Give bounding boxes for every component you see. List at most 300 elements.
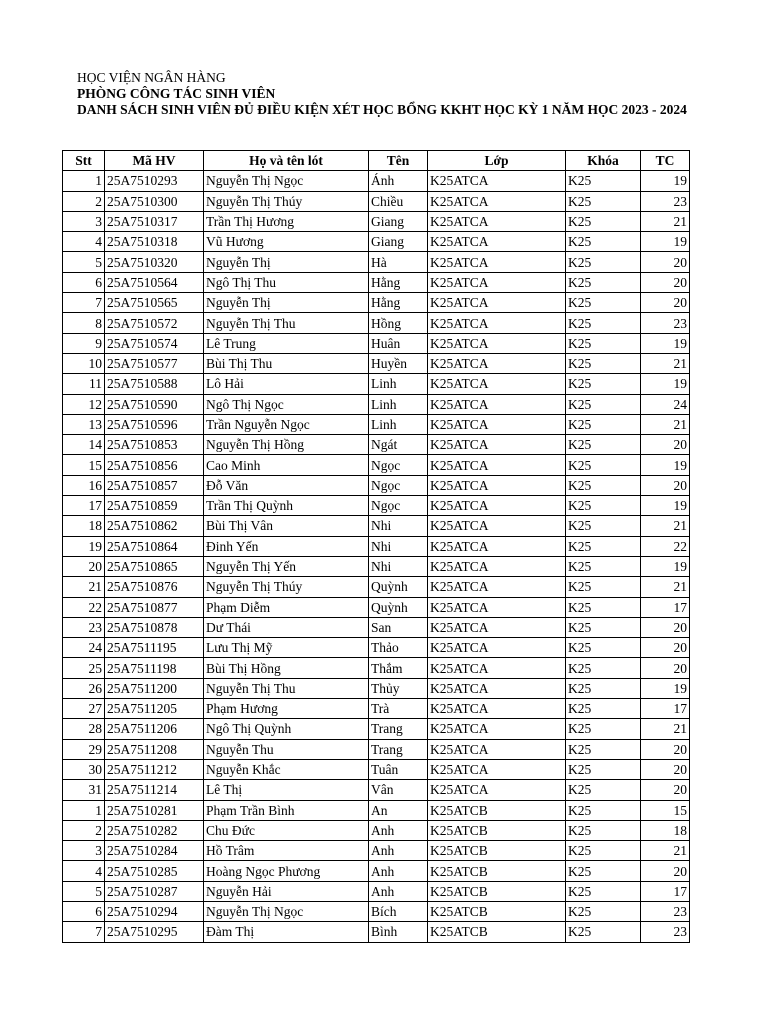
cohort-cell: K25 xyxy=(566,536,641,556)
table-row xyxy=(63,353,690,373)
stt-cell: 15 xyxy=(63,455,105,475)
credits-cell: 21 xyxy=(641,353,690,373)
table-row xyxy=(63,232,690,252)
given-name-cell: San xyxy=(369,617,428,637)
credits-cell: 20 xyxy=(641,739,690,759)
cohort-header: Khóa xyxy=(566,151,641,171)
given-name-cell: Ngát xyxy=(369,435,428,455)
credits-cell: 15 xyxy=(641,800,690,820)
document-header xyxy=(77,70,768,118)
cohort-cell: K25 xyxy=(566,293,641,313)
student-id-cell: 25A7511195 xyxy=(105,638,204,658)
table-row xyxy=(63,800,690,820)
student-id-cell: 25A7510588 xyxy=(105,374,204,394)
student-id-cell: 25A7511208 xyxy=(105,739,204,759)
student-id-cell: 25A7510294 xyxy=(105,901,204,921)
table-row xyxy=(63,699,690,719)
table-row xyxy=(63,414,690,434)
stt-cell: 11 xyxy=(63,374,105,394)
given-name-cell: Trang xyxy=(369,719,428,739)
stt-cell: 30 xyxy=(63,759,105,779)
cohort-cell: K25 xyxy=(566,678,641,698)
stt-cell: 20 xyxy=(63,556,105,576)
given-name-cell: Ánh xyxy=(369,171,428,191)
credits-cell: 20 xyxy=(641,780,690,800)
cohort-cell: K25 xyxy=(566,881,641,901)
document-title: DANH SÁCH SINH VIÊN ĐỦ ĐIỀU KIỆN XÉT HỌC BỔNG KKHT HỌC KỲ 1 NĂM HỌC 2023 - 2024 xyxy=(77,102,687,117)
stt-cell: 7 xyxy=(63,293,105,313)
surname-cell: Lưu Thị Mỹ xyxy=(204,638,369,658)
class-cell: K25ATCA xyxy=(428,496,566,516)
table-row xyxy=(63,719,690,739)
student-id-cell: 25A7510564 xyxy=(105,272,204,292)
table-row xyxy=(63,374,690,394)
student-id-cell: 25A7510865 xyxy=(105,556,204,576)
cohort-cell: K25 xyxy=(566,252,641,272)
table-row xyxy=(63,739,690,759)
cohort-cell: K25 xyxy=(566,394,641,414)
cohort-cell: K25 xyxy=(566,556,641,576)
class-header: Lớp xyxy=(428,151,566,171)
given-name-cell: Huyền xyxy=(369,353,428,373)
given-name-cell: Hằng xyxy=(369,272,428,292)
class-cell: K25ATCB xyxy=(428,922,566,942)
student-id-cell: 25A7510282 xyxy=(105,820,204,840)
cohort-cell: K25 xyxy=(566,577,641,597)
class-cell: K25ATCA xyxy=(428,719,566,739)
class-cell: K25ATCB xyxy=(428,881,566,901)
stt-cell: 4 xyxy=(63,232,105,252)
stt-cell: 23 xyxy=(63,617,105,637)
class-cell: K25ATCB xyxy=(428,820,566,840)
given-name-cell: Chiều xyxy=(369,191,428,211)
given-name-header: Tên xyxy=(369,151,428,171)
surname-cell: Nguyễn Thị Ngọc xyxy=(204,171,369,191)
class-cell: K25ATCA xyxy=(428,353,566,373)
cohort-cell: K25 xyxy=(566,414,641,434)
class-cell: K25ATCA xyxy=(428,394,566,414)
class-cell: K25ATCA xyxy=(428,455,566,475)
surname-cell: Đinh Yến xyxy=(204,536,369,556)
credits-cell: 23 xyxy=(641,922,690,942)
class-cell: K25ATCA xyxy=(428,374,566,394)
table-row xyxy=(63,211,690,231)
student-id-cell: 25A7510876 xyxy=(105,577,204,597)
given-name-cell: Ngọc xyxy=(369,475,428,495)
student-id-cell: 25A7510859 xyxy=(105,496,204,516)
surname-cell: Bùi Thị Hồng xyxy=(204,658,369,678)
stt-cell: 19 xyxy=(63,536,105,556)
stt-cell: 27 xyxy=(63,699,105,719)
surname-cell: Lô Hải xyxy=(204,374,369,394)
cohort-cell: K25 xyxy=(566,617,641,637)
surname-cell: Dư Thái xyxy=(204,617,369,637)
student-id-cell: 25A7510878 xyxy=(105,617,204,637)
given-name-cell: Tuân xyxy=(369,759,428,779)
given-name-cell: Ngọc xyxy=(369,455,428,475)
stt-cell: 9 xyxy=(63,333,105,353)
cohort-cell: K25 xyxy=(566,353,641,373)
given-name-cell: Linh xyxy=(369,374,428,394)
student-id-cell: 25A7510596 xyxy=(105,414,204,434)
credits-cell: 24 xyxy=(641,394,690,414)
given-name-cell: Quỳnh xyxy=(369,597,428,617)
given-name-cell: Nhi xyxy=(369,536,428,556)
credits-cell: 23 xyxy=(641,191,690,211)
credits-cell: 20 xyxy=(641,617,690,637)
surname-cell: Vũ Hương xyxy=(204,232,369,252)
given-name-cell: Huân xyxy=(369,333,428,353)
cohort-cell: K25 xyxy=(566,191,641,211)
table-row xyxy=(63,333,690,353)
cohort-cell: K25 xyxy=(566,922,641,942)
stt-cell: 14 xyxy=(63,435,105,455)
credits-cell: 19 xyxy=(641,232,690,252)
table-row xyxy=(63,455,690,475)
department-name: PHÒNG CÔNG TÁC SINH VIÊN xyxy=(77,86,276,101)
given-name-cell: Linh xyxy=(369,394,428,414)
table-row xyxy=(63,516,690,536)
surname-cell: Nguyễn Khắc xyxy=(204,759,369,779)
class-cell: K25ATCA xyxy=(428,556,566,576)
class-cell: K25ATCA xyxy=(428,252,566,272)
student-id-cell: 25A7510577 xyxy=(105,353,204,373)
table-row xyxy=(63,820,690,840)
class-cell: K25ATCA xyxy=(428,678,566,698)
surname-cell: Đỗ Văn xyxy=(204,475,369,495)
stt-cell: 18 xyxy=(63,516,105,536)
credits-cell: 19 xyxy=(641,374,690,394)
surname-cell: Nguyễn Thị Thúy xyxy=(204,191,369,211)
credits-cell: 22 xyxy=(641,536,690,556)
student-table xyxy=(62,150,690,943)
class-cell: K25ATCA xyxy=(428,191,566,211)
stt-cell: 1 xyxy=(63,800,105,820)
stt-cell: 6 xyxy=(63,901,105,921)
surname-cell: Ngô Thị Ngọc xyxy=(204,394,369,414)
table-row xyxy=(63,922,690,942)
class-cell: K25ATCA xyxy=(428,638,566,658)
cohort-cell: K25 xyxy=(566,272,641,292)
student-id-cell: 25A7510287 xyxy=(105,881,204,901)
student-id-cell: 25A7510295 xyxy=(105,922,204,942)
table-row xyxy=(63,759,690,779)
surname-cell: Trần Thị Hương xyxy=(204,211,369,231)
stt-cell: 17 xyxy=(63,496,105,516)
class-cell: K25ATCA xyxy=(428,577,566,597)
table-row xyxy=(63,780,690,800)
student-id-cell: 25A7510285 xyxy=(105,861,204,881)
student-id-cell: 25A7510856 xyxy=(105,455,204,475)
table-row xyxy=(63,171,690,191)
student-id-cell: 25A7511212 xyxy=(105,759,204,779)
given-name-cell: Anh xyxy=(369,841,428,861)
stt-cell: 21 xyxy=(63,577,105,597)
table-row xyxy=(63,313,690,333)
credits-cell: 20 xyxy=(641,293,690,313)
stt-cell: 4 xyxy=(63,861,105,881)
stt-cell: 16 xyxy=(63,475,105,495)
surname-cell: Phạm Diễm xyxy=(204,597,369,617)
student-id-cell: 25A7510318 xyxy=(105,232,204,252)
cohort-cell: K25 xyxy=(566,232,641,252)
surname-cell: Nguyễn Hải xyxy=(204,881,369,901)
given-name-cell: Thắm xyxy=(369,658,428,678)
cohort-cell: K25 xyxy=(566,374,641,394)
credits-cell: 20 xyxy=(641,759,690,779)
credits-cell: 20 xyxy=(641,272,690,292)
table-row xyxy=(63,577,690,597)
credits-header: TC xyxy=(641,151,690,171)
surname-cell: Hoàng Ngọc Phương xyxy=(204,861,369,881)
student-id-cell: 25A7510853 xyxy=(105,435,204,455)
table-row xyxy=(63,861,690,881)
student-id-cell: 25A7510864 xyxy=(105,536,204,556)
surname-header: Họ và tên lót xyxy=(204,151,369,171)
stt-cell: 6 xyxy=(63,272,105,292)
cohort-cell: K25 xyxy=(566,901,641,921)
class-cell: K25ATCA xyxy=(428,475,566,495)
given-name-cell: Trang xyxy=(369,739,428,759)
cohort-cell: K25 xyxy=(566,841,641,861)
table-row xyxy=(63,617,690,637)
given-name-cell: Bích xyxy=(369,901,428,921)
surname-cell: Hồ Trâm xyxy=(204,841,369,861)
surname-cell: Nguyễn Thị xyxy=(204,252,369,272)
credits-cell: 18 xyxy=(641,820,690,840)
surname-cell: Bùi Thị Thu xyxy=(204,353,369,373)
cohort-cell: K25 xyxy=(566,638,641,658)
class-cell: K25ATCA xyxy=(428,211,566,231)
table-body xyxy=(63,171,690,942)
cohort-cell: K25 xyxy=(566,861,641,881)
class-cell: K25ATCA xyxy=(428,435,566,455)
credits-cell: 17 xyxy=(641,597,690,617)
table-row xyxy=(63,435,690,455)
given-name-cell: Anh xyxy=(369,820,428,840)
credits-cell: 20 xyxy=(641,658,690,678)
student-id-header: Mã HV xyxy=(105,151,204,171)
surname-cell: Nguyễn Thị Thu xyxy=(204,678,369,698)
class-cell: K25ATCB xyxy=(428,901,566,921)
class-cell: K25ATCA xyxy=(428,313,566,333)
surname-cell: Lê Thị xyxy=(204,780,369,800)
student-id-cell: 25A7511205 xyxy=(105,699,204,719)
table-row xyxy=(63,881,690,901)
given-name-cell: Anh xyxy=(369,861,428,881)
credits-cell: 19 xyxy=(641,556,690,576)
stt-cell: 24 xyxy=(63,638,105,658)
stt-cell: 2 xyxy=(63,820,105,840)
credits-cell: 21 xyxy=(641,211,690,231)
stt-cell: 3 xyxy=(63,211,105,231)
given-name-cell: Thủy xyxy=(369,678,428,698)
class-cell: K25ATCA xyxy=(428,759,566,779)
student-id-cell: 25A7511214 xyxy=(105,780,204,800)
student-id-cell: 25A7510590 xyxy=(105,394,204,414)
class-cell: K25ATCB xyxy=(428,800,566,820)
given-name-cell: Quỳnh xyxy=(369,577,428,597)
cohort-cell: K25 xyxy=(566,739,641,759)
class-cell: K25ATCA xyxy=(428,171,566,191)
table-row xyxy=(63,536,690,556)
class-cell: K25ATCA xyxy=(428,272,566,292)
cohort-cell: K25 xyxy=(566,800,641,820)
student-id-cell: 25A7510862 xyxy=(105,516,204,536)
student-id-cell: 25A7510565 xyxy=(105,293,204,313)
surname-cell: Nguyễn Thị Thúy xyxy=(204,577,369,597)
class-cell: K25ATCA xyxy=(428,597,566,617)
cohort-cell: K25 xyxy=(566,475,641,495)
stt-cell: 26 xyxy=(63,678,105,698)
given-name-cell: Ngọc xyxy=(369,496,428,516)
student-id-cell: 25A7510317 xyxy=(105,211,204,231)
class-cell: K25ATCA xyxy=(428,293,566,313)
class-cell: K25ATCA xyxy=(428,658,566,678)
stt-cell: 13 xyxy=(63,414,105,434)
credits-cell: 21 xyxy=(641,719,690,739)
surname-cell: Phạm Trần Bình xyxy=(204,800,369,820)
given-name-cell: Giang xyxy=(369,211,428,231)
table-row xyxy=(63,293,690,313)
table-row xyxy=(63,475,690,495)
stt-cell: 29 xyxy=(63,739,105,759)
stt-cell: 1 xyxy=(63,171,105,191)
credits-cell: 23 xyxy=(641,313,690,333)
cohort-cell: K25 xyxy=(566,211,641,231)
given-name-cell: Hà xyxy=(369,252,428,272)
given-name-cell: Trà xyxy=(369,699,428,719)
surname-cell: Nguyễn Thu xyxy=(204,739,369,759)
given-name-cell: Anh xyxy=(369,881,428,901)
table-row xyxy=(63,252,690,272)
credits-cell: 17 xyxy=(641,881,690,901)
surname-cell: Nguyễn Thị Ngọc xyxy=(204,901,369,921)
student-id-cell: 25A7510284 xyxy=(105,841,204,861)
class-cell: K25ATCA xyxy=(428,333,566,353)
credits-cell: 19 xyxy=(641,333,690,353)
surname-cell: Phạm Hương xyxy=(204,699,369,719)
surname-cell: Trần Thị Quỳnh xyxy=(204,496,369,516)
cohort-cell: K25 xyxy=(566,719,641,739)
stt-cell: 8 xyxy=(63,313,105,333)
given-name-cell: Bình xyxy=(369,922,428,942)
student-id-cell: 25A7510293 xyxy=(105,171,204,191)
credits-cell: 20 xyxy=(641,252,690,272)
stt-cell: 12 xyxy=(63,394,105,414)
cohort-cell: K25 xyxy=(566,455,641,475)
given-name-cell: Hằng xyxy=(369,293,428,313)
cohort-cell: K25 xyxy=(566,699,641,719)
stt-header: Stt xyxy=(63,151,105,171)
cohort-cell: K25 xyxy=(566,333,641,353)
surname-cell: Ngô Thị Thu xyxy=(204,272,369,292)
table-row xyxy=(63,678,690,698)
surname-cell: Nguyễn Thị Thu xyxy=(204,313,369,333)
class-cell: K25ATCA xyxy=(428,699,566,719)
given-name-cell: Linh xyxy=(369,414,428,434)
class-cell: K25ATCB xyxy=(428,861,566,881)
cohort-cell: K25 xyxy=(566,171,641,191)
credits-cell: 19 xyxy=(641,171,690,191)
credits-cell: 17 xyxy=(641,699,690,719)
credits-cell: 20 xyxy=(641,861,690,881)
class-cell: K25ATCA xyxy=(428,232,566,252)
student-id-cell: 25A7510574 xyxy=(105,333,204,353)
cohort-cell: K25 xyxy=(566,820,641,840)
class-cell: K25ATCA xyxy=(428,414,566,434)
table-row xyxy=(63,638,690,658)
table-row xyxy=(63,597,690,617)
student-id-cell: 25A7510281 xyxy=(105,800,204,820)
student-id-cell: 25A7510572 xyxy=(105,313,204,333)
student-id-cell: 25A7510320 xyxy=(105,252,204,272)
class-cell: K25ATCA xyxy=(428,739,566,759)
cohort-cell: K25 xyxy=(566,780,641,800)
credits-cell: 19 xyxy=(641,455,690,475)
table-row xyxy=(63,901,690,921)
stt-cell: 5 xyxy=(63,252,105,272)
stt-cell: 3 xyxy=(63,841,105,861)
cohort-cell: K25 xyxy=(566,496,641,516)
surname-cell: Nguyễn Thị Yến xyxy=(204,556,369,576)
given-name-cell: Nhi xyxy=(369,516,428,536)
table-row xyxy=(63,658,690,678)
given-name-cell: Hồng xyxy=(369,313,428,333)
credits-cell: 23 xyxy=(641,901,690,921)
surname-cell: Ngô Thị Quỳnh xyxy=(204,719,369,739)
surname-cell: Trần Nguyễn Ngọc xyxy=(204,414,369,434)
table-row xyxy=(63,272,690,292)
stt-cell: 7 xyxy=(63,922,105,942)
stt-cell: 5 xyxy=(63,881,105,901)
surname-cell: Nguyễn Thị xyxy=(204,293,369,313)
student-id-cell: 25A7510857 xyxy=(105,475,204,495)
cohort-cell: K25 xyxy=(566,597,641,617)
table-row xyxy=(63,394,690,414)
given-name-cell: Vân xyxy=(369,780,428,800)
table-header-row xyxy=(63,151,690,171)
given-name-cell: Giang xyxy=(369,232,428,252)
cohort-cell: K25 xyxy=(566,759,641,779)
surname-cell: Đàm Thị xyxy=(204,922,369,942)
credits-cell: 19 xyxy=(641,496,690,516)
credits-cell: 21 xyxy=(641,841,690,861)
credits-cell: 19 xyxy=(641,678,690,698)
credits-cell: 21 xyxy=(641,516,690,536)
class-cell: K25ATCA xyxy=(428,516,566,536)
student-id-cell: 25A7510877 xyxy=(105,597,204,617)
credits-cell: 21 xyxy=(641,414,690,434)
cohort-cell: K25 xyxy=(566,516,641,536)
class-cell: K25ATCA xyxy=(428,780,566,800)
credits-cell: 21 xyxy=(641,577,690,597)
surname-cell: Lê Trung xyxy=(204,333,369,353)
cohort-cell: K25 xyxy=(566,313,641,333)
surname-cell: Cao Minh xyxy=(204,455,369,475)
class-cell: K25ATCB xyxy=(428,841,566,861)
stt-cell: 25 xyxy=(63,658,105,678)
given-name-cell: An xyxy=(369,800,428,820)
stt-cell: 28 xyxy=(63,719,105,739)
credits-cell: 20 xyxy=(641,435,690,455)
given-name-cell: Thảo xyxy=(369,638,428,658)
cohort-cell: K25 xyxy=(566,658,641,678)
stt-cell: 31 xyxy=(63,780,105,800)
table-row xyxy=(63,191,690,211)
student-id-cell: 25A7510300 xyxy=(105,191,204,211)
class-cell: K25ATCA xyxy=(428,617,566,637)
